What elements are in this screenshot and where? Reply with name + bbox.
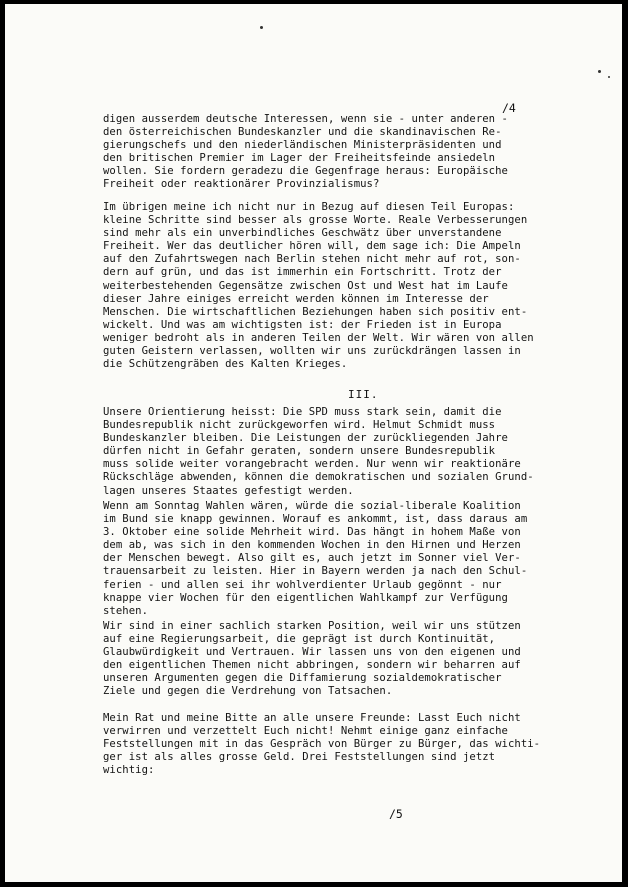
text-line: wichtig: — [103, 764, 155, 777]
paragraph-5 — [103, 620, 573, 699]
text-line: unseren Argumenten gegen die Diffamierung sozialdemokratischer — [103, 672, 502, 685]
text-line: ger ist als alles grosse Geld. Drei Feststellungen sind jetzt — [103, 751, 496, 764]
text-line: im Bund sie knapp gewinnen. Worauf es ankommt, ist, dass daraus am — [103, 513, 528, 526]
text-line: Wenn am Sonntag Wahlen wären, würde die sozial-liberale Koalition — [103, 500, 521, 512]
text-line: den österreichischen Bundeskanzler und die skandinavischen Re- — [103, 126, 502, 139]
text-line: 3. Oktober eine solide Mehrheit wird. Das hängt in hohem Maße von — [103, 526, 521, 539]
document-page — [5, 4, 622, 882]
text-line: trauensarbeit zu leisten. Hier in Bayern werden ja nach den Schul- — [103, 565, 528, 578]
text-line: gierungschefs und den niederländischen Ministerpräsidenten und — [103, 139, 502, 152]
text-line: den britischen Premier im Lager der Freiheitsfeinde ansiedeln — [103, 152, 496, 165]
text-line: Menschen. Die wirtschaftlichen Beziehungen haben sich positiv ent- — [103, 305, 528, 318]
text-line: Wir sind in einer sachlich starken Position, weil wir uns stützen — [103, 620, 521, 632]
text-line: verwirren und verzettelt Euch nicht! Nehmt einige ganz einfache — [103, 725, 508, 738]
text-line: Unsere Orientierung heisst: Die SPD muss stark sein, damit die — [103, 406, 502, 418]
text-line: weiterbestehenden Gegensätze zwischen Ost und West hat im Laufe — [103, 279, 508, 292]
text-line: ferien - und allen sei ihr wohlverdienter Urlaub gegönnt - nur — [103, 578, 502, 591]
text-line: auf eine Regierungsarbeit, die geprägt ist durch Kontinuität, — [103, 633, 496, 646]
paragraph-1 — [103, 113, 573, 192]
text-line: Feststellungen mit in das Gespräch von Bürger zu Bürger, das wichti- — [103, 738, 541, 751]
text-line: Freiheit. Wer das deutlicher hören will, dem sage ich: Die Ampeln — [103, 240, 521, 253]
text-line: wickelt. Und was am wichtigsten ist: der Frieden ist in Europa — [103, 318, 502, 331]
text-line: die Schützengräben des Kalten Krieges. — [103, 358, 348, 371]
text-line: Rückschläge abwenden, können die demokratischen und sozialen Grund- — [103, 471, 534, 484]
text-line: Ziele und gegen die Verdrehung von Tatsachen. — [103, 685, 393, 698]
text-line: Glaubwürdigkeit und Vertrauen. Wir lassen uns von den eigenen und — [103, 646, 521, 659]
text-line: lagen unseres Staates gefestigt werden. — [103, 484, 354, 497]
scan-speck — [608, 76, 610, 78]
text-line: weniger bedroht als in anderen Teilen der Welt. Wir wären von allen — [103, 331, 534, 344]
text-line: wollen. Sie fordern geradezu die Gegenfrage heraus: Europäische — [103, 165, 508, 178]
text-line: Im übrigen meine ich nicht nur in Bezug auf diesen Teil Europas: — [103, 201, 515, 213]
paragraph-3 — [103, 406, 573, 498]
text-line: stehen. — [103, 604, 148, 617]
text-line: muss solide weiter vorangebracht werden. Nur wenn wir reaktionäre — [103, 458, 521, 471]
text-line: sind mehr als ein unverbindliches Geschwätz über unverstandene — [103, 227, 502, 240]
text-line: Bundesrepublik nicht zurückgeworfen wird. Helmut Schmidt muss — [103, 419, 496, 432]
text-line: den eigentlichen Themen nicht abbringen, sondern wir beharren auf — [103, 659, 521, 672]
section-heading: III. — [348, 388, 379, 401]
text-line: der Menschen bewegt. Also gilt es, auch jetzt im Sonner viel Ver- — [103, 552, 521, 565]
text-line: digen ausserdem deutsche Interessen, wenn sie - unter anderen - — [103, 113, 508, 125]
text-line: dem ab, was sich in den kommenden Wochen in den Hirnen und Herzen — [103, 539, 521, 552]
paragraph-2 — [103, 201, 573, 371]
scan-speck — [260, 26, 263, 29]
text-line: knappe vier Wochen für den eigentlichen Wahlkampf zur Verfügung — [103, 591, 508, 604]
text-line: Mein Rat und meine Bitte an alle unsere Freunde: Lasst Euch nicht — [103, 712, 521, 724]
paragraph-4 — [103, 500, 573, 618]
scan-speck — [598, 70, 601, 73]
paragraph-6 — [103, 712, 573, 777]
text-line: kleine Schritte sind besser als grosse Worte. Reale Verbesserungen — [103, 214, 528, 227]
page-number-bottom: /5 — [389, 807, 403, 821]
page-number-top: /4 — [502, 101, 516, 115]
text-line: dürfen nicht in Gefahr geraten, sondern unsere Bundesrepublik — [103, 445, 496, 458]
text-line: dern auf grün, und das ist immerhin ein Fortschritt. Trotz der — [103, 266, 502, 279]
text-line: guten Geistern verlassen, wollten wir uns zurückdrängen lassen in — [103, 345, 521, 358]
text-line: Bundeskanzler bleiben. Die Leistungen der zurückliegenden Jahre — [103, 432, 508, 445]
text-line: dieser Jahre einiges erreicht werden können im Interesse der — [103, 292, 489, 305]
text-line: auf den Zufahrtswegen nach Berlin stehen nicht mehr auf rot, son- — [103, 253, 521, 266]
text-line: Freiheit oder reaktionärer Provinzialismus? — [103, 178, 380, 191]
